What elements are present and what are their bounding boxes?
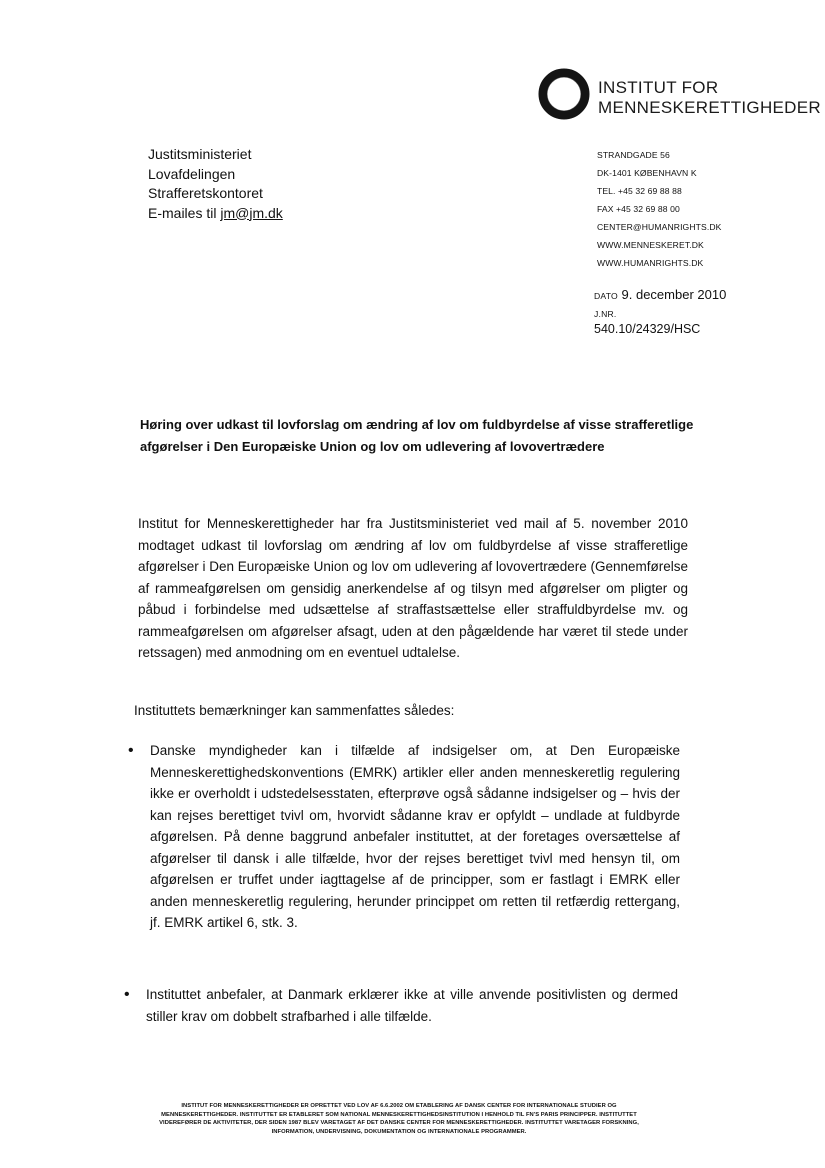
list-item	[128, 740, 680, 934]
contact-email: CENTER@HUMANRIGHTS.DK	[597, 222, 722, 232]
contact-street: STRANDGADE 56	[597, 150, 670, 160]
letter-meta	[594, 287, 726, 337]
body-paragraph-1: Institut for Menneskerettigheder har fra Justitsministeriet ved mail af 5. november 2010 modtaget udkast til lovforslag om ændring af lov om fuldbyrdelse af visse strafferetlige afgørelser i Den Europæiske Union og lov om udlevering af lovovertrædere (Gennemførelse af rammeafgørelsen om gensidig anerkendelse af og tilsyn med afgørelser om pligter og påbud i forbindelse med udsættelse af straffastsættelse eller straffuldbyrdelse mv. og rammeafgørelsen om afgørelser afsagt, uden at den pågældende har været til stede under retssagen) med anmodning om en eventuel udtalelse.	[138, 516, 688, 660]
contact-web-1: WWW.MENNESKERET.DK	[597, 240, 704, 250]
date-label: DATO	[594, 291, 618, 301]
jnr-label: J.NR.	[594, 309, 617, 319]
sender-contact-block	[597, 146, 721, 272]
bullet-text-2: Instituttet anbefaler, at Danmark erklærer ikke at ville anvende positivlisten og dermed stiller krav om dobbelt strafbarhed i alle tilfælde.	[146, 987, 678, 1024]
recipient-line-1: Justitsministeriet	[148, 146, 252, 162]
recipient-address	[148, 145, 283, 223]
org-name-line-2: MENNESKERETTIGHEDER	[598, 98, 821, 117]
org-name-line-1: INSTITUT FOR	[598, 78, 719, 97]
letter-subject: Høring over udkast til lovforslag om ændring af lov om fuldbyrdelse af visse strafferetlige afgørelser i Den Europæiske Union og lov om udlevering af lovovertrædere	[140, 417, 694, 454]
recipient-line-2: Lovafdelingen	[148, 165, 236, 182]
jnr-value: 540.10/24329/HSC	[594, 322, 701, 336]
bullet-marker: •	[124, 986, 130, 1003]
list-item	[124, 984, 678, 1027]
contact-fax: FAX +45 32 69 88 00	[597, 204, 680, 214]
contact-web-2: WWW.HUMANRIGHTS.DK	[597, 258, 704, 268]
date-row	[594, 287, 726, 304]
bullet-text-1: Danske myndigheder kan i tilfælde af indsigelser om, at Den Europæiske Menneskerettighedskonventions (EMRK) artikler eller anden menneskeretlig regulering ikke er overholdt i udstedelsesstaten, efterprøve også sådanne indsigelser og – hvis der kan rejses berettiget tvivl om, hvorvidt sådanne krav er opfyldt – undlade at fuldbyrde afgørelsen. På denne baggrund anbefaler instituttet, at der foretages oversættelse af afgørelser til dansk i alle tilfælde, hvor der rejses berettiget tvivl med hensyn til, om afgørelsen er truffet under iagttagelse af de principper, som er fastlagt i EMRK eller anden menneskeretlig regulering, herunder princippet om retten til retfærdig rettergang, jf. EMRK artikel 6, stk. 3.	[150, 743, 680, 930]
legal-footer: INSTITUT FOR MENNESKERETTIGHEDER ER OPRETTET VED LOV AF 6.6.2002 OM ETABLERING AF DANSK CENTER FOR INTERNATIONALE STUDIER OG MENNESKERETTIGHEDER. INSTITUTTET ER ETABLERET SOM NATIONAL MENNESKERETTIGHEDSINSTITUTION I HENHOLD TIL FN'S PARIS PRINCIPPER. INSTITUTTET VIDEREFØRER DE AKTIVITETER, DER SIDEN 1987 BLEV VARETAGET AF DET DANSKE CENTER FOR MENNESKERETTIGHEDER. INSTITUTTET VARETAGER FORSKNING, INFORMATION, UNDERVISNING, DOKUMENTATION OG INTERNATIONALE PROGRAMMER.	[159, 1103, 639, 1135]
body-paragraph-2: Instituttets bemærkninger kan sammenfattes således:	[134, 703, 455, 718]
date-value: 9. december 2010	[621, 287, 727, 302]
contact-city: DK-1401 KØBENHAVN K	[597, 168, 697, 178]
recipient-email-link[interactable]: jm@jm.dk	[220, 204, 283, 221]
contact-tel: TEL. +45 32 69 88 88	[597, 186, 682, 196]
recipient-email-row	[148, 204, 283, 224]
institute-logo-icon	[536, 66, 592, 122]
email-prefix: E-mailes til	[148, 204, 221, 221]
recipient-line-3: Strafferetskontoret	[148, 185, 263, 201]
organization-name	[598, 78, 821, 118]
bullet-marker: •	[128, 742, 134, 759]
